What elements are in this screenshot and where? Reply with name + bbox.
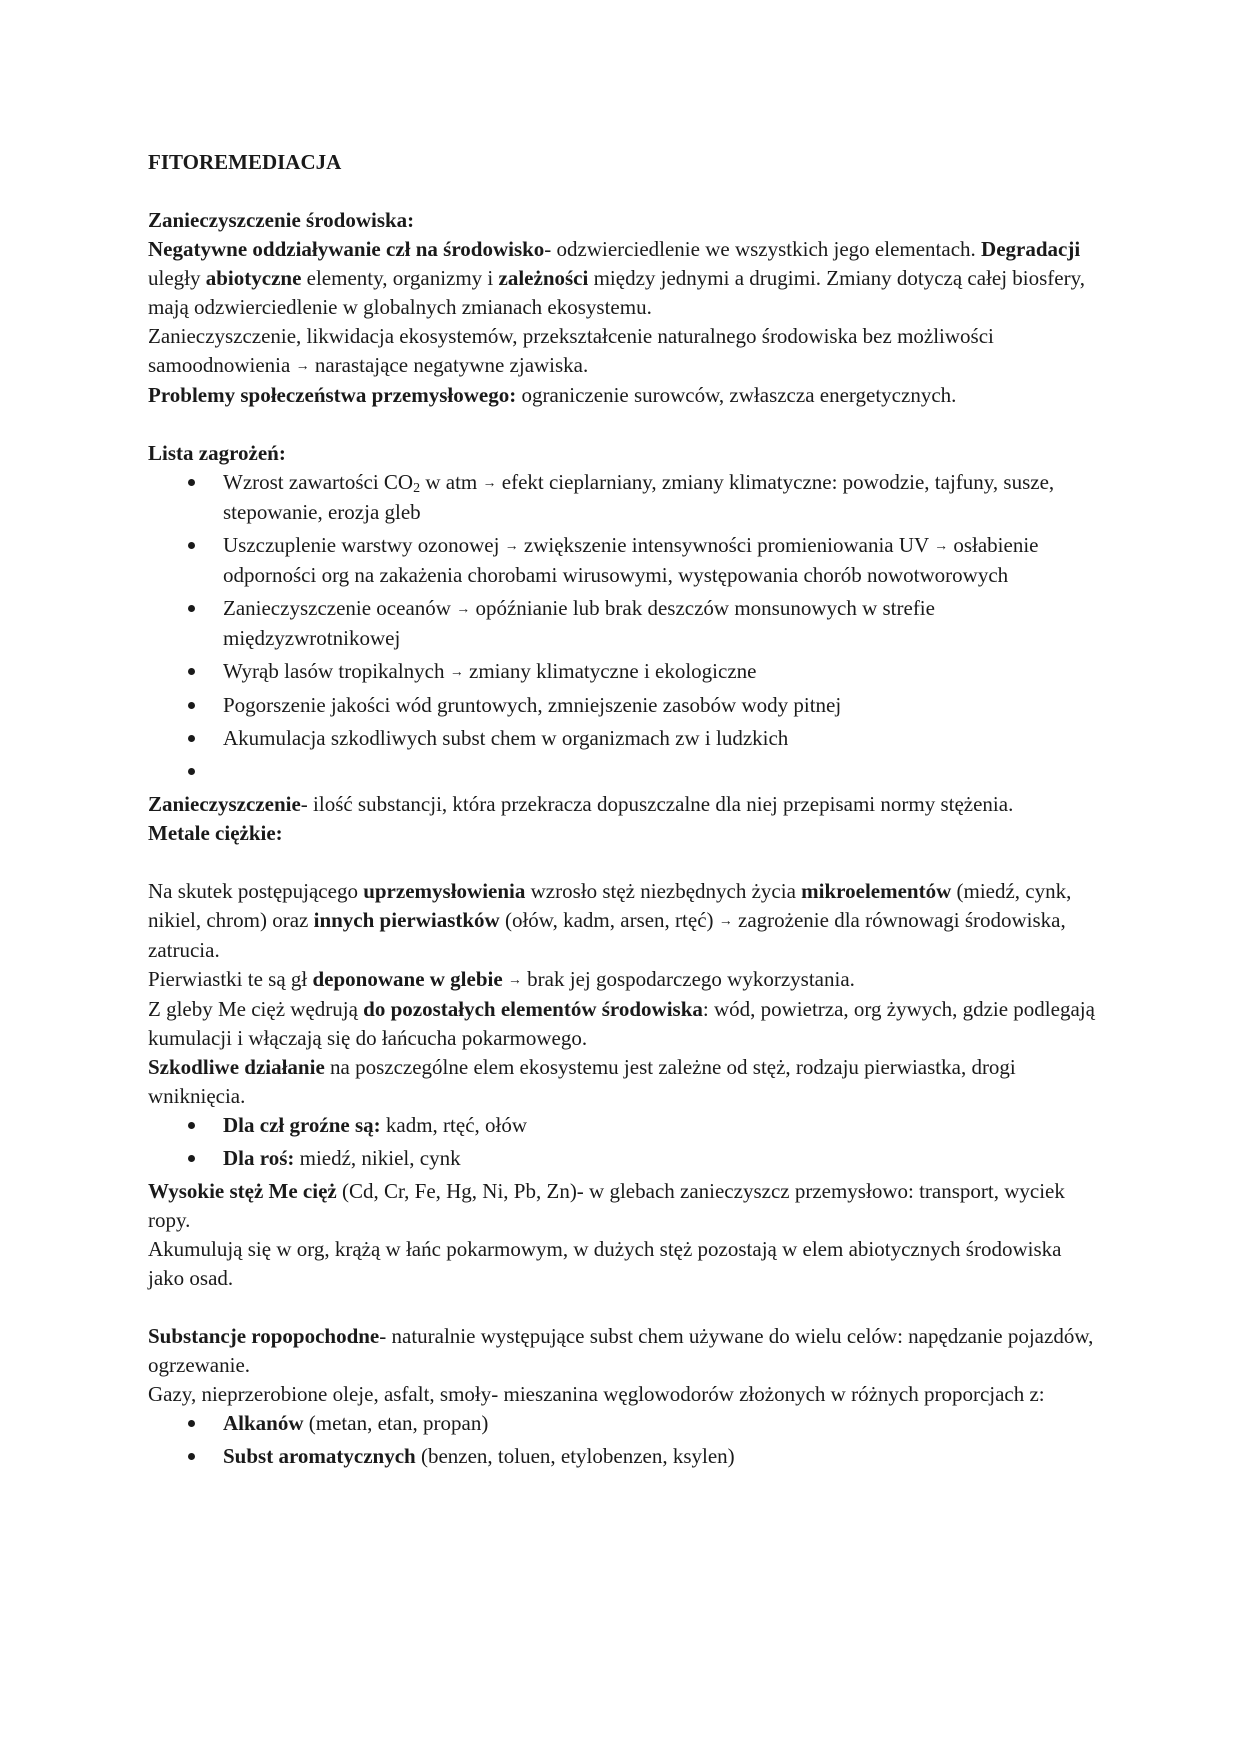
arrow-icon: → (718, 914, 733, 929)
arrow-icon: → (934, 539, 949, 554)
list-item: Subst aromatycznych (benzen, toluen, etylobenzen, ksylen) (148, 1442, 1100, 1471)
list-item: Alkanów (metan, etan, propan) (148, 1409, 1100, 1438)
paragraph-negative-impact: Negatywne oddziaływanie czł na środowisko- odzwierciedlenie we wszystkich jego elementach. Degradacji uległy abiotyczne elementy, organizmy i zależności między jednymi a drugimi. Zmiany dotyczą całej biosfery, mają odzwierciedlenie w globalnych zmianach ekosystemu. (148, 237, 1085, 319)
list-item: Dla roś: miedź, nikiel, cynk (148, 1144, 1100, 1173)
paragraph-industrialization: Na skutek postępującego uprzemysłowienia wzrosło stęż niezbędnych życia mikroelementów (miedź, cynk, nikiel, chrom) oraz innych pierwiastków (ołów, kadm, arsen, rtęć) → zagrożenie dla równowagi środowiska, zatrucia. (148, 879, 1072, 962)
paragraph-metal-migration: Z gleby Me cięż wędrują do pozostałych elementów środowiska: wód, powietrza, org żywych, gdzie podlegają kumulacji i włączają się do łańcucha pokarmowego. (148, 997, 1095, 1050)
list-item: Wyrąb lasów tropikalnych → zmiany klimatyczne i ekologiczne (148, 657, 1100, 687)
paragraph-pollution-definition: Zanieczyszczenie- ilość substancji, która przekracza dopuszczalne dla niej przepisami normy stężenia. (148, 792, 1014, 816)
paragraph-ecosystem-liquidation: Zanieczyszczenie, likwidacja ekosystemów, przekształcenie naturalnego środowiska bez możliwości samoodnowienia → narastające negatywne zjawiska. (148, 324, 994, 377)
threat-list (148, 468, 1100, 786)
list-item: Pogorszenie jakości wód gruntowych, zmniejszenie zasobów wody pitnej (148, 691, 1100, 720)
compound-list (148, 1409, 1100, 1471)
list-item: Dla czł groźne są: kadm, rtęć, ołów (148, 1111, 1100, 1140)
arrow-icon: → (295, 359, 310, 374)
paragraph-harmful-action: Szkodliwe działanie na poszczególne elem ekosystemu jest zależne od stęż, rodzaju pierwiastka, drogi wniknięcia. (148, 1055, 1016, 1108)
section-heading-heavy-metals: Metale ciężkie: (148, 821, 283, 845)
paragraph-industrial-problems: Problemy społeczeństwa przemysłowego: ograniczenie surowców, zwłaszcza energetycznych. (148, 383, 957, 407)
harm-list (148, 1111, 1100, 1173)
arrow-icon: → (456, 602, 471, 617)
list-item: Akumulacja szkodliwych subst chem w organizmach zw i ludzkich (148, 724, 1100, 753)
document-title: FITOREMEDIACJA (148, 150, 342, 174)
paragraph-hydrocarbons: Gazy, nieprzerobione oleje, asfalt, smoły- mieszanina węglowodorów złożonych w różnych proporcjach z: (148, 1382, 1045, 1406)
paragraph-high-concentration: Wysokie stęż Me cięż (Cd, Cr, Fe, Hg, Ni, Pb, Zn)- w glebach zanieczyszcz przemysłowo: transport, wyciek ropy. (148, 1179, 1065, 1232)
list-item: Zanieczyszczenie oceanów → opóźnianie lub brak deszczów monsunowych w strefie międzyzwrotnikowej (148, 594, 1100, 653)
list-item-empty (148, 757, 1100, 786)
list-item: Uszczuplenie warstwy ozonowej → zwiększenie intensywności promieniowania UV → osłabienie odporności org na zakażenia chorobami wirusowymi, występowania chorób nowotworowych (148, 531, 1100, 590)
arrow-icon: → (507, 973, 522, 988)
arrow-icon: → (449, 665, 464, 680)
arrow-icon: → (482, 476, 497, 491)
list-item: Wzrost zawartości $CO_2$ w atm → efekt cieplarniany, zmiany klimatyczne: powodzie, tajfuny, susze, stepowanie, erozja gleb (148, 468, 1100, 527)
section-heading-threats: Lista zagrożeń: (148, 441, 286, 465)
arrow-icon: → (504, 539, 519, 554)
paragraph-accumulation: Akumulują się w org, krążą w łańc pokarmowym, w dużych stęż pozostają w elem abiotycznych środowiska jako osad. (148, 1237, 1062, 1290)
paragraph-soil-deposition: Pierwiastki te są gł deponowane w glebie → brak jej gospodarczego wykorzystania. (148, 967, 855, 991)
paragraph-petroleum-substances: Substancje ropopochodne- naturalnie występujące subst chem używane do wielu celów: napędzanie pojazdów, ogrzewanie. (148, 1324, 1094, 1377)
section-heading-pollution: Zanieczyszczenie środowiska: (148, 208, 415, 232)
